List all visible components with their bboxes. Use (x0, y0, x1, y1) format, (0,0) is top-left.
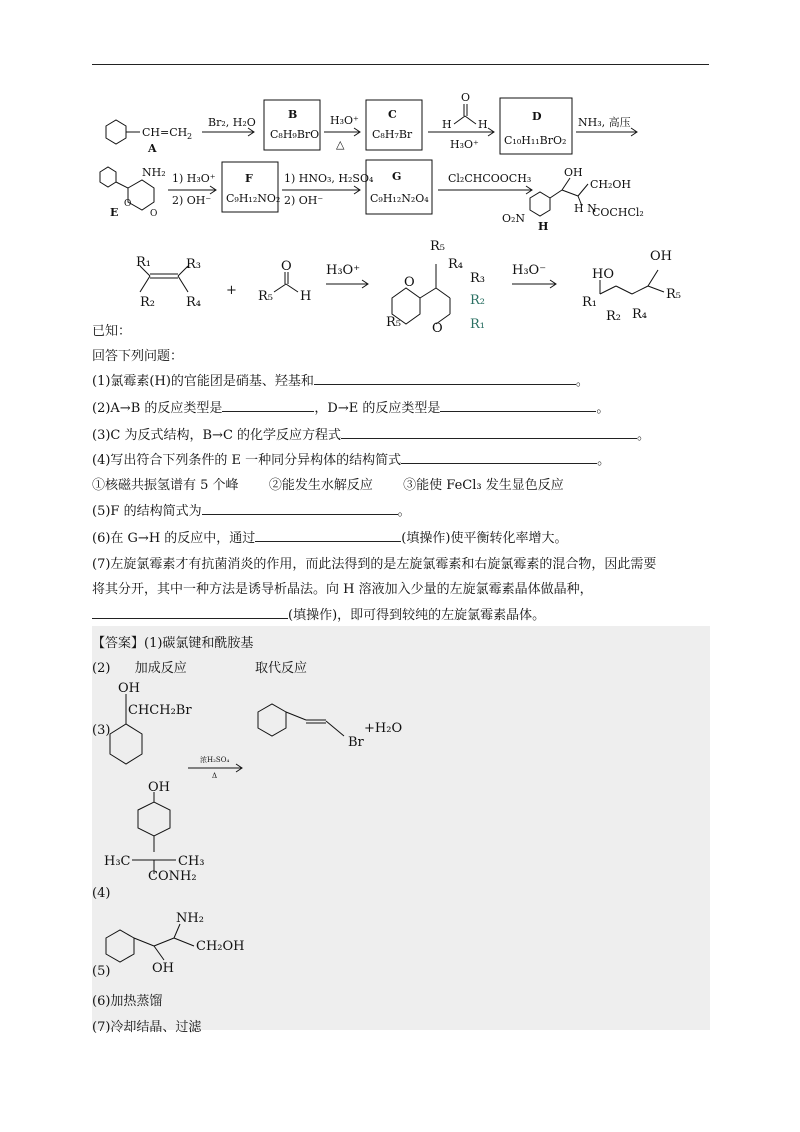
step3-oxygen: O (461, 91, 471, 104)
intro-text: 回答下列问题： (92, 349, 184, 364)
synthesis-scheme (92, 88, 712, 333)
H-label: H (538, 220, 549, 233)
q2-end: 。 (596, 401, 610, 416)
step6-line1: 1) HNO₃, H₂SO₄ (284, 172, 374, 185)
q5-end: 。 (397, 504, 411, 519)
a2-reaction-2: 取代反应 (255, 661, 308, 676)
step7-reagent: Cl₂CHCOOCH₃ (448, 172, 532, 185)
a4-CH3: CH₃ (178, 854, 205, 869)
q2-blank-a[interactable] (222, 399, 314, 412)
question-7-line1: (7)左旋氯霉素才有抗菌消炎的作用，而此法得到的是左旋氯霉素和右旋氯霉素的混合物，因此需要 (92, 557, 657, 572)
question-2 (92, 397, 609, 416)
prod-R3: R₃ (470, 271, 485, 286)
a4-CONH2: CONH₂ (148, 869, 197, 880)
question-6 (92, 527, 567, 546)
q2-blank-b[interactable] (440, 399, 596, 412)
question-7-line3 (92, 604, 545, 623)
step2-bottom: △ (336, 138, 345, 151)
q6-blank[interactable] (255, 529, 401, 542)
F-formula: C₉H₁₂NO₂ (226, 192, 281, 205)
header-rule (92, 64, 709, 65)
question-4 (92, 449, 610, 468)
known-R5: R₅ (258, 289, 273, 304)
q4-cond-2: ②能发生水解反应 (268, 478, 373, 493)
q4-cond-3: ③能使 FeCl₃ 发生显色反应 (403, 478, 564, 493)
step5-line2: 2) OH⁻ (172, 194, 212, 207)
diol-HO: HO (592, 267, 614, 282)
step5-line1: 1) H₃O⁺ (172, 172, 216, 185)
answer-4-structure (92, 780, 292, 880)
a2-label: (2) (92, 661, 111, 676)
question-3 (92, 424, 650, 443)
q3-blank[interactable] (341, 426, 637, 439)
known-O: O (281, 259, 292, 274)
known-H: H (300, 289, 312, 304)
answer-4-label: (4) (92, 886, 111, 901)
F-label: F (245, 172, 253, 185)
answer-5-structure (92, 908, 312, 974)
a3-cond-top: 浓H₂SO₄ (200, 756, 230, 764)
q7-text: (填操作)，即可得到较纯的左旋氯霉素晶体。 (288, 608, 546, 623)
a4-OH: OH (148, 780, 170, 795)
q3-end: 。 (637, 428, 651, 443)
prod-R4: R₄ (448, 257, 463, 272)
G-label: G (392, 170, 402, 183)
D-formula: C₁₀H₁₁BrO₂ (504, 134, 567, 147)
a5-NH2: NH₂ (176, 911, 204, 926)
C-label: C (388, 108, 397, 121)
q3-text: (3)C 为反式结构，B→C 的化学反应方程式 (92, 428, 342, 443)
q4-end: 。 (597, 453, 611, 468)
answer-6: (6)加热蒸馏 (92, 994, 163, 1009)
answer-7: (7)冷却结晶、过滤 (92, 1020, 202, 1035)
q4-text: (4)写出符合下列条件的 E 一种同分异构体的结构简式 (92, 453, 402, 468)
H-COCHCl2: COCHCl₂ (592, 206, 644, 219)
step2-top: H₃O⁺ (330, 114, 359, 127)
prod-R5b: R₅ (386, 315, 401, 330)
prod-R1: R₁ (470, 317, 485, 332)
q1-blank[interactable] (314, 372, 576, 385)
E-label: E (110, 206, 119, 219)
answer-3-structure (92, 678, 412, 778)
B-formula: C₈H₉BrO (270, 128, 320, 141)
a2-reaction-1: 加成反应 (134, 661, 187, 676)
prod-R2: R₂ (470, 293, 485, 308)
known-R3: R₃ (186, 257, 201, 272)
E-NH2: NH₂ (142, 166, 166, 179)
q7-blank[interactable] (92, 606, 288, 619)
question-7-line2: 将其分开，其中一种方法是诱导析晶法。向 H 溶液加入少量的左旋氯霉素晶体做晶种， (92, 582, 593, 597)
q1-text: (1)氯霉素(H)的官能团是硝基、羟基和 (92, 374, 314, 389)
step4-reagent: NH₃, 高压 (578, 116, 631, 129)
H-OH: OH (564, 166, 583, 179)
G-formula: C₉H₁₂N₂O₄ (370, 192, 429, 205)
step1-reagent: Br₂, H₂O (208, 116, 256, 129)
known-label: 已知： (92, 324, 132, 339)
A-subscript: 2 (187, 132, 193, 141)
known-cond1: H₃O⁺ (326, 263, 361, 278)
known-cond2: H₃O⁻ (512, 263, 547, 278)
step3-H-left: H (442, 118, 452, 131)
a3-water: +H₂O (364, 721, 403, 736)
a3-label: (3) (92, 723, 111, 738)
diol-R4: R₄ (632, 307, 647, 322)
a3-OH: OH (118, 681, 140, 696)
a3-chain: CHCH₂Br (128, 703, 192, 718)
q5-blank[interactable] (202, 502, 398, 515)
step3-H-right: H (478, 118, 488, 131)
diol-OH: OH (650, 249, 672, 264)
prod-R5: R₅ (430, 239, 445, 254)
known-R4: R₄ (186, 295, 201, 310)
C-formula: C₈H₇Br (372, 128, 413, 141)
E-O1: O (124, 199, 132, 209)
a3-cond-bottom: Δ (212, 772, 218, 778)
A-group: CH=CH (142, 126, 188, 139)
prod-O2: O (432, 321, 443, 333)
answer-2 (92, 657, 307, 676)
D-label: D (532, 110, 542, 123)
q6-text-a: (6)在 G→H 的反应中，通过 (92, 531, 256, 546)
question-1 (92, 370, 589, 389)
H-NO2: O₂N (502, 212, 526, 225)
a4-H3C: H₃C (104, 854, 131, 869)
diol-R5: R₅ (666, 287, 681, 302)
step3-bottom: H₃O⁺ (450, 138, 479, 151)
question-4-conditions (92, 474, 564, 493)
B-label: B (288, 108, 298, 121)
answer-1: 【答案】(1)碳氯键和酰胺基 (92, 636, 254, 651)
known-plus: + (226, 283, 237, 298)
a3-Br: Br (348, 735, 364, 750)
answer-5-label: (5) (92, 964, 111, 979)
diol-R1: R₁ (582, 295, 597, 310)
q2-text-b: ，D→E 的反应类型是 (314, 401, 441, 416)
prod-O1: O (404, 275, 415, 290)
known-R1: R₁ (136, 255, 151, 270)
q4-blank[interactable] (401, 451, 597, 464)
a5-OH: OH (152, 961, 174, 974)
q1-end: 。 (575, 374, 589, 389)
diol-R2: R₂ (606, 309, 621, 324)
step6-line2: 2) OH⁻ (284, 194, 324, 207)
a5-CH2OH: CH₂OH (196, 939, 245, 954)
question-5 (92, 500, 411, 519)
q4-cond-1: ①核磁共振氢谱有 5 个峰 (92, 478, 239, 493)
q6-text-b: (填操作)使平衡转化率增大。 (401, 531, 568, 546)
q5-text: (5)F 的结构简式为 (92, 504, 202, 519)
known-R2: R₂ (140, 295, 155, 310)
H-NH: H N (574, 202, 597, 215)
H-CH2OH: CH₂OH (590, 178, 632, 191)
E-O2: O (150, 209, 158, 219)
A-label: A (148, 142, 157, 155)
q2-text-a: (2)A→B 的反应类型是 (92, 401, 223, 416)
